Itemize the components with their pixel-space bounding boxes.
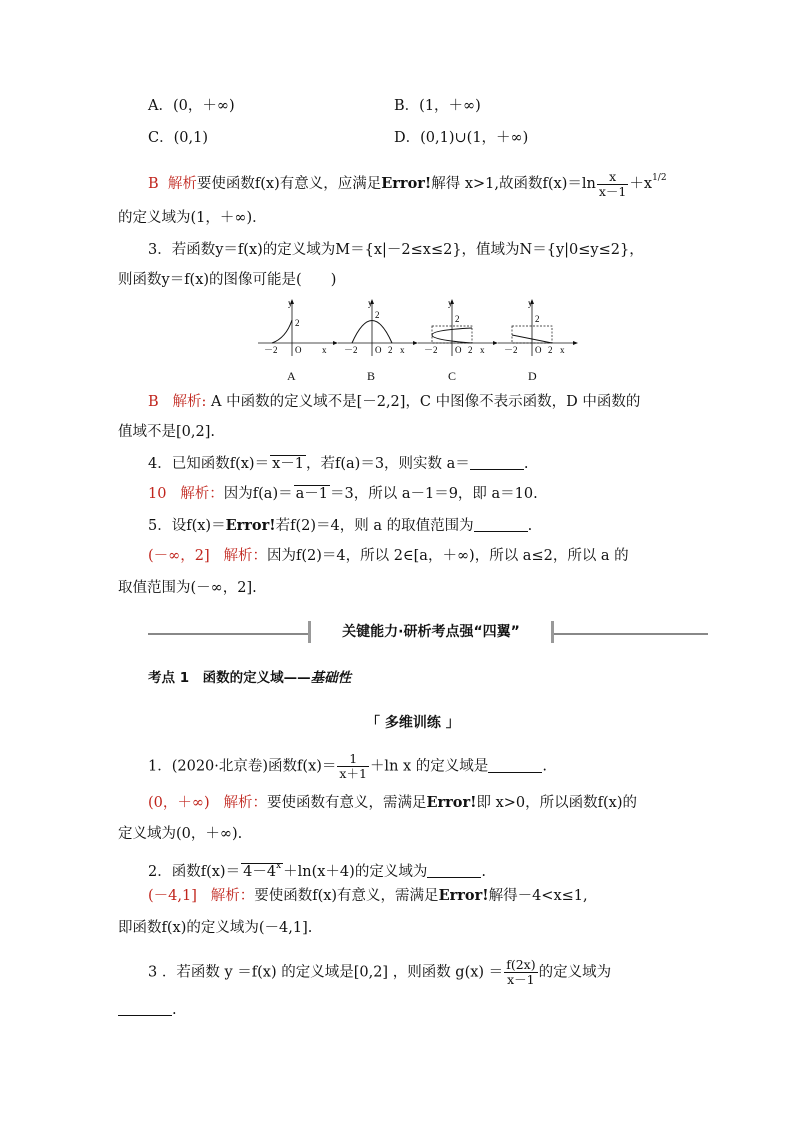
q3-line1: 3．若函数y＝f(x)的定义域为M＝{x|－2≤x≤2}，值域为N＝{y|0≤y≤2}， (148, 242, 644, 258)
svg-text:y: y (448, 298, 453, 308)
t2-answer-cont: 即函数f(x)的定义域为(－4,1]. (118, 920, 313, 936)
answer-blank[interactable] (427, 863, 481, 878)
q4-line: 4．已知函数f(x)＝ x－1 ，若f(a)＝3，则实数 a＝ . (148, 456, 529, 472)
answer-blank[interactable] (118, 1001, 172, 1016)
t2-line: 2．函数$f(x)= 4-4^x +\ln(x+4)$的定义域为 . (148, 861, 486, 880)
svg-text:x: x (322, 345, 327, 355)
svg-text:－2: －2 (344, 345, 358, 355)
svg-text:2: 2 (548, 345, 553, 355)
t1-answer-line: (0，＋∞) 解析：要使函数有意义，需满足Error!即 x>0，所以函数f(x)的 (148, 794, 637, 811)
answer-keyword: 解析： (180, 486, 224, 502)
svg-text:2: 2 (455, 314, 460, 324)
option-a: A．(0，＋∞) (148, 98, 235, 114)
q3-answer-cont: 值域不是[0,2]. (118, 424, 215, 440)
error-text: Error! (381, 175, 432, 192)
q2-answer-line: B 解析要使函数f(x)有意义，应满足Error!解得 x>1,故函数f(x)＝ln $\frac{x}{x-1}$ $+x^{1/2}$ (148, 168, 667, 199)
answer-keyword: 解析: (172, 394, 207, 410)
graph-label-b: B (367, 369, 376, 383)
svg-text:2: 2 (535, 314, 540, 324)
svg-text:O: O (295, 345, 302, 355)
q4-answer-line: 10 解析：因为f(a)＝ a－1 ＝3，所以 a－1＝9，即 a＝10. (148, 486, 538, 502)
q5-line: 5．设f(x)＝Error!若f(2)＝4，则 a 的取值范围为 . (148, 517, 533, 534)
graph-a (258, 298, 340, 356)
graph-c (418, 298, 500, 356)
answer-keyword: 解析 (167, 176, 197, 192)
graph-label-d: D (528, 369, 537, 383)
svg-text:O: O (375, 345, 382, 355)
t1-answer-cont: 定义域为(0，＋∞). (118, 826, 243, 842)
svg-text:2: 2 (295, 318, 300, 328)
svg-text:x: x (480, 345, 485, 355)
t1-line: 1．(2020·北京卷)函数f(x)＝ $\frac{1}{x+1}$ ＋ln x 的定义域是 . (148, 751, 547, 781)
answer-letter: B (148, 176, 159, 192)
t2-answer-line: (－4,1] 解析：要使函数f(x)有意义，需满足Error!解得－4<x≤1, (148, 887, 588, 904)
svg-text:－2: －2 (264, 345, 278, 355)
q5-answer-line: (－∞，2] 解析：因为f(2)＝4，所以 2∈[a，＋∞)，所以 a≤2，所以 a 的 (148, 548, 629, 564)
q3-line2: 则函数y＝f(x)的图像可能是( ) (118, 272, 337, 288)
q5-answer-cont: 取值范围为(－∞，2]. (118, 580, 257, 596)
svg-text:O: O (455, 345, 462, 355)
q2-answer-cont: 的定义域为(1，＋∞)． (118, 210, 267, 226)
svg-text:2: 2 (375, 310, 380, 320)
section-banner (148, 618, 708, 648)
svg-text:2: 2 (468, 345, 473, 355)
answer-letter: B (148, 394, 159, 410)
graph-b (338, 298, 420, 356)
svg-text:－2: －2 (504, 345, 518, 355)
svg-text:2: 2 (388, 345, 393, 355)
graph-label-c: C (448, 369, 457, 383)
graph-label-a: A (287, 369, 296, 383)
svg-text:－2: －2 (424, 345, 438, 355)
answer-blank[interactable] (470, 455, 524, 470)
svg-text:x: x (400, 345, 405, 355)
option-b: B．(1，＋∞) (394, 98, 481, 114)
subsection-title: 「 多维训练 」 (366, 715, 460, 731)
option-c: C．(0,1) (148, 130, 208, 146)
fraction: $\frac{x}{x-1}$ (598, 168, 627, 199)
option-d: D．(0,1)∪(1，＋∞) (394, 130, 529, 146)
t3-line: 3 ．若函数 y ＝f(x) 的定义域是[0,2] ，则函数 g(x) ＝ $\frac{f(2x)}{x-1}$ 的定义域为 (148, 957, 612, 987)
answer-keyword: 解析： (223, 548, 267, 564)
q3-answer-line: B 解析: A 中函数的定义域不是[－2,2]，C 中图像不表示函数，D 中函数的 (148, 394, 641, 410)
svg-text:y: y (288, 298, 293, 308)
svg-text:O: O (535, 345, 542, 355)
svg-text:y: y (368, 298, 373, 308)
section-heading: 考点 1 函数的定义域——基础性 (148, 670, 352, 686)
answer-blank[interactable] (474, 517, 528, 532)
banner-title: 关键能力·研析考点强“四翼” (308, 621, 554, 643)
graph-d (498, 298, 580, 356)
t3-blank-line: . (118, 1000, 177, 1020)
svg-text:x: x (560, 345, 565, 355)
svg-text:y: y (528, 298, 533, 308)
answer-blank[interactable] (488, 758, 542, 773)
